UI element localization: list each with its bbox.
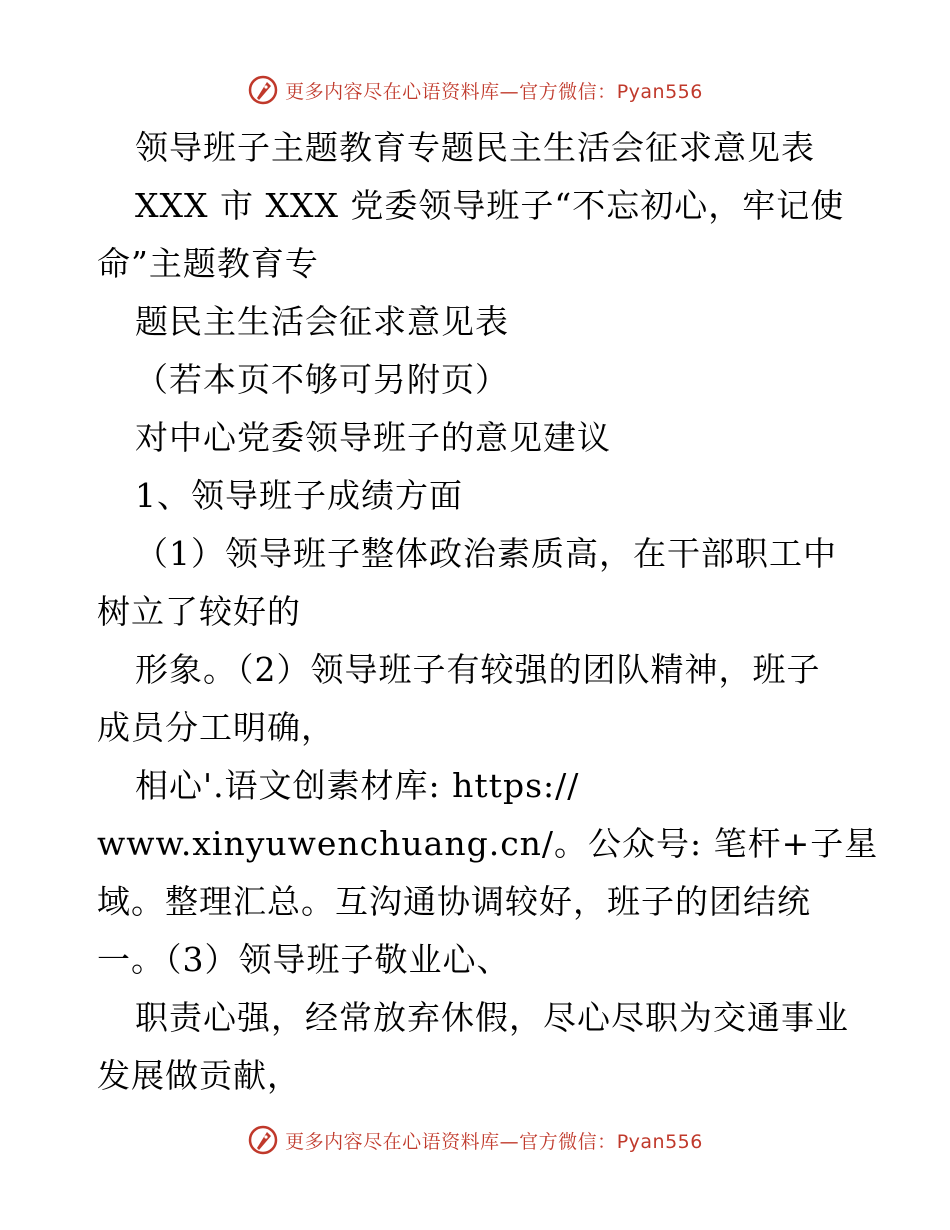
document-title: 领导班子主题教育专题民主生活会征求意见表 — [135, 128, 815, 167]
document-line: XXX 市 XXX 党委领导班子“不忘初心，牢记使 — [135, 186, 845, 225]
document-line: 发展做贡献， — [97, 1056, 301, 1095]
document-line: www.xinyuwenchuang.cn/。公众号: 笔杆+子星 — [97, 824, 879, 863]
document-line: 一。（3）领导班子敬业心、 — [97, 940, 511, 979]
footer-watermark — [0, 1120, 950, 1160]
watermark-brand: 更多内容尽在心语资料库 — [285, 1130, 500, 1153]
document-line: 树立了较好的 — [97, 592, 301, 631]
pen-nib-circle-icon — [247, 74, 279, 106]
pen-nib-circle-icon — [247, 1124, 279, 1156]
document-line: 1、领导班子成绩方面 — [135, 476, 463, 515]
document-line: 域。整理汇总。互沟通协调较好，班子的团结统 — [97, 882, 811, 921]
watermark-brand: 更多内容尽在心语资料库 — [285, 80, 500, 103]
document-line: 对中心党委领导班子的意见建议 — [135, 418, 611, 457]
watermark-official-label: 官方微信： — [519, 80, 617, 103]
document-line: （若本页不够可另附页） — [135, 360, 509, 399]
watermark-separator: — — [499, 1130, 520, 1153]
header-watermark — [0, 70, 950, 110]
watermark-account: Pyan556 — [616, 1130, 703, 1153]
document-line: 相心'.语文创素材库: https:// — [135, 766, 580, 805]
watermark-account: Pyan556 — [616, 80, 703, 103]
document-line: （1）领导班子整体政治素质高，在干部职工中 — [135, 534, 837, 573]
document-line: 成员分工明确， — [97, 708, 335, 747]
document-line: 题民主生活会征求意见表 — [135, 302, 509, 341]
document-line: 职责心强，经常放弃休假，尽心尽职为交通事业 — [135, 998, 849, 1037]
watermark-separator: — — [499, 80, 520, 103]
document-line: 命”主题教育专 — [97, 244, 319, 283]
watermark-official-label: 官方微信： — [519, 1130, 617, 1153]
document-line: 形象。（2）领导班子有较强的团队精神，班子 — [135, 650, 821, 689]
